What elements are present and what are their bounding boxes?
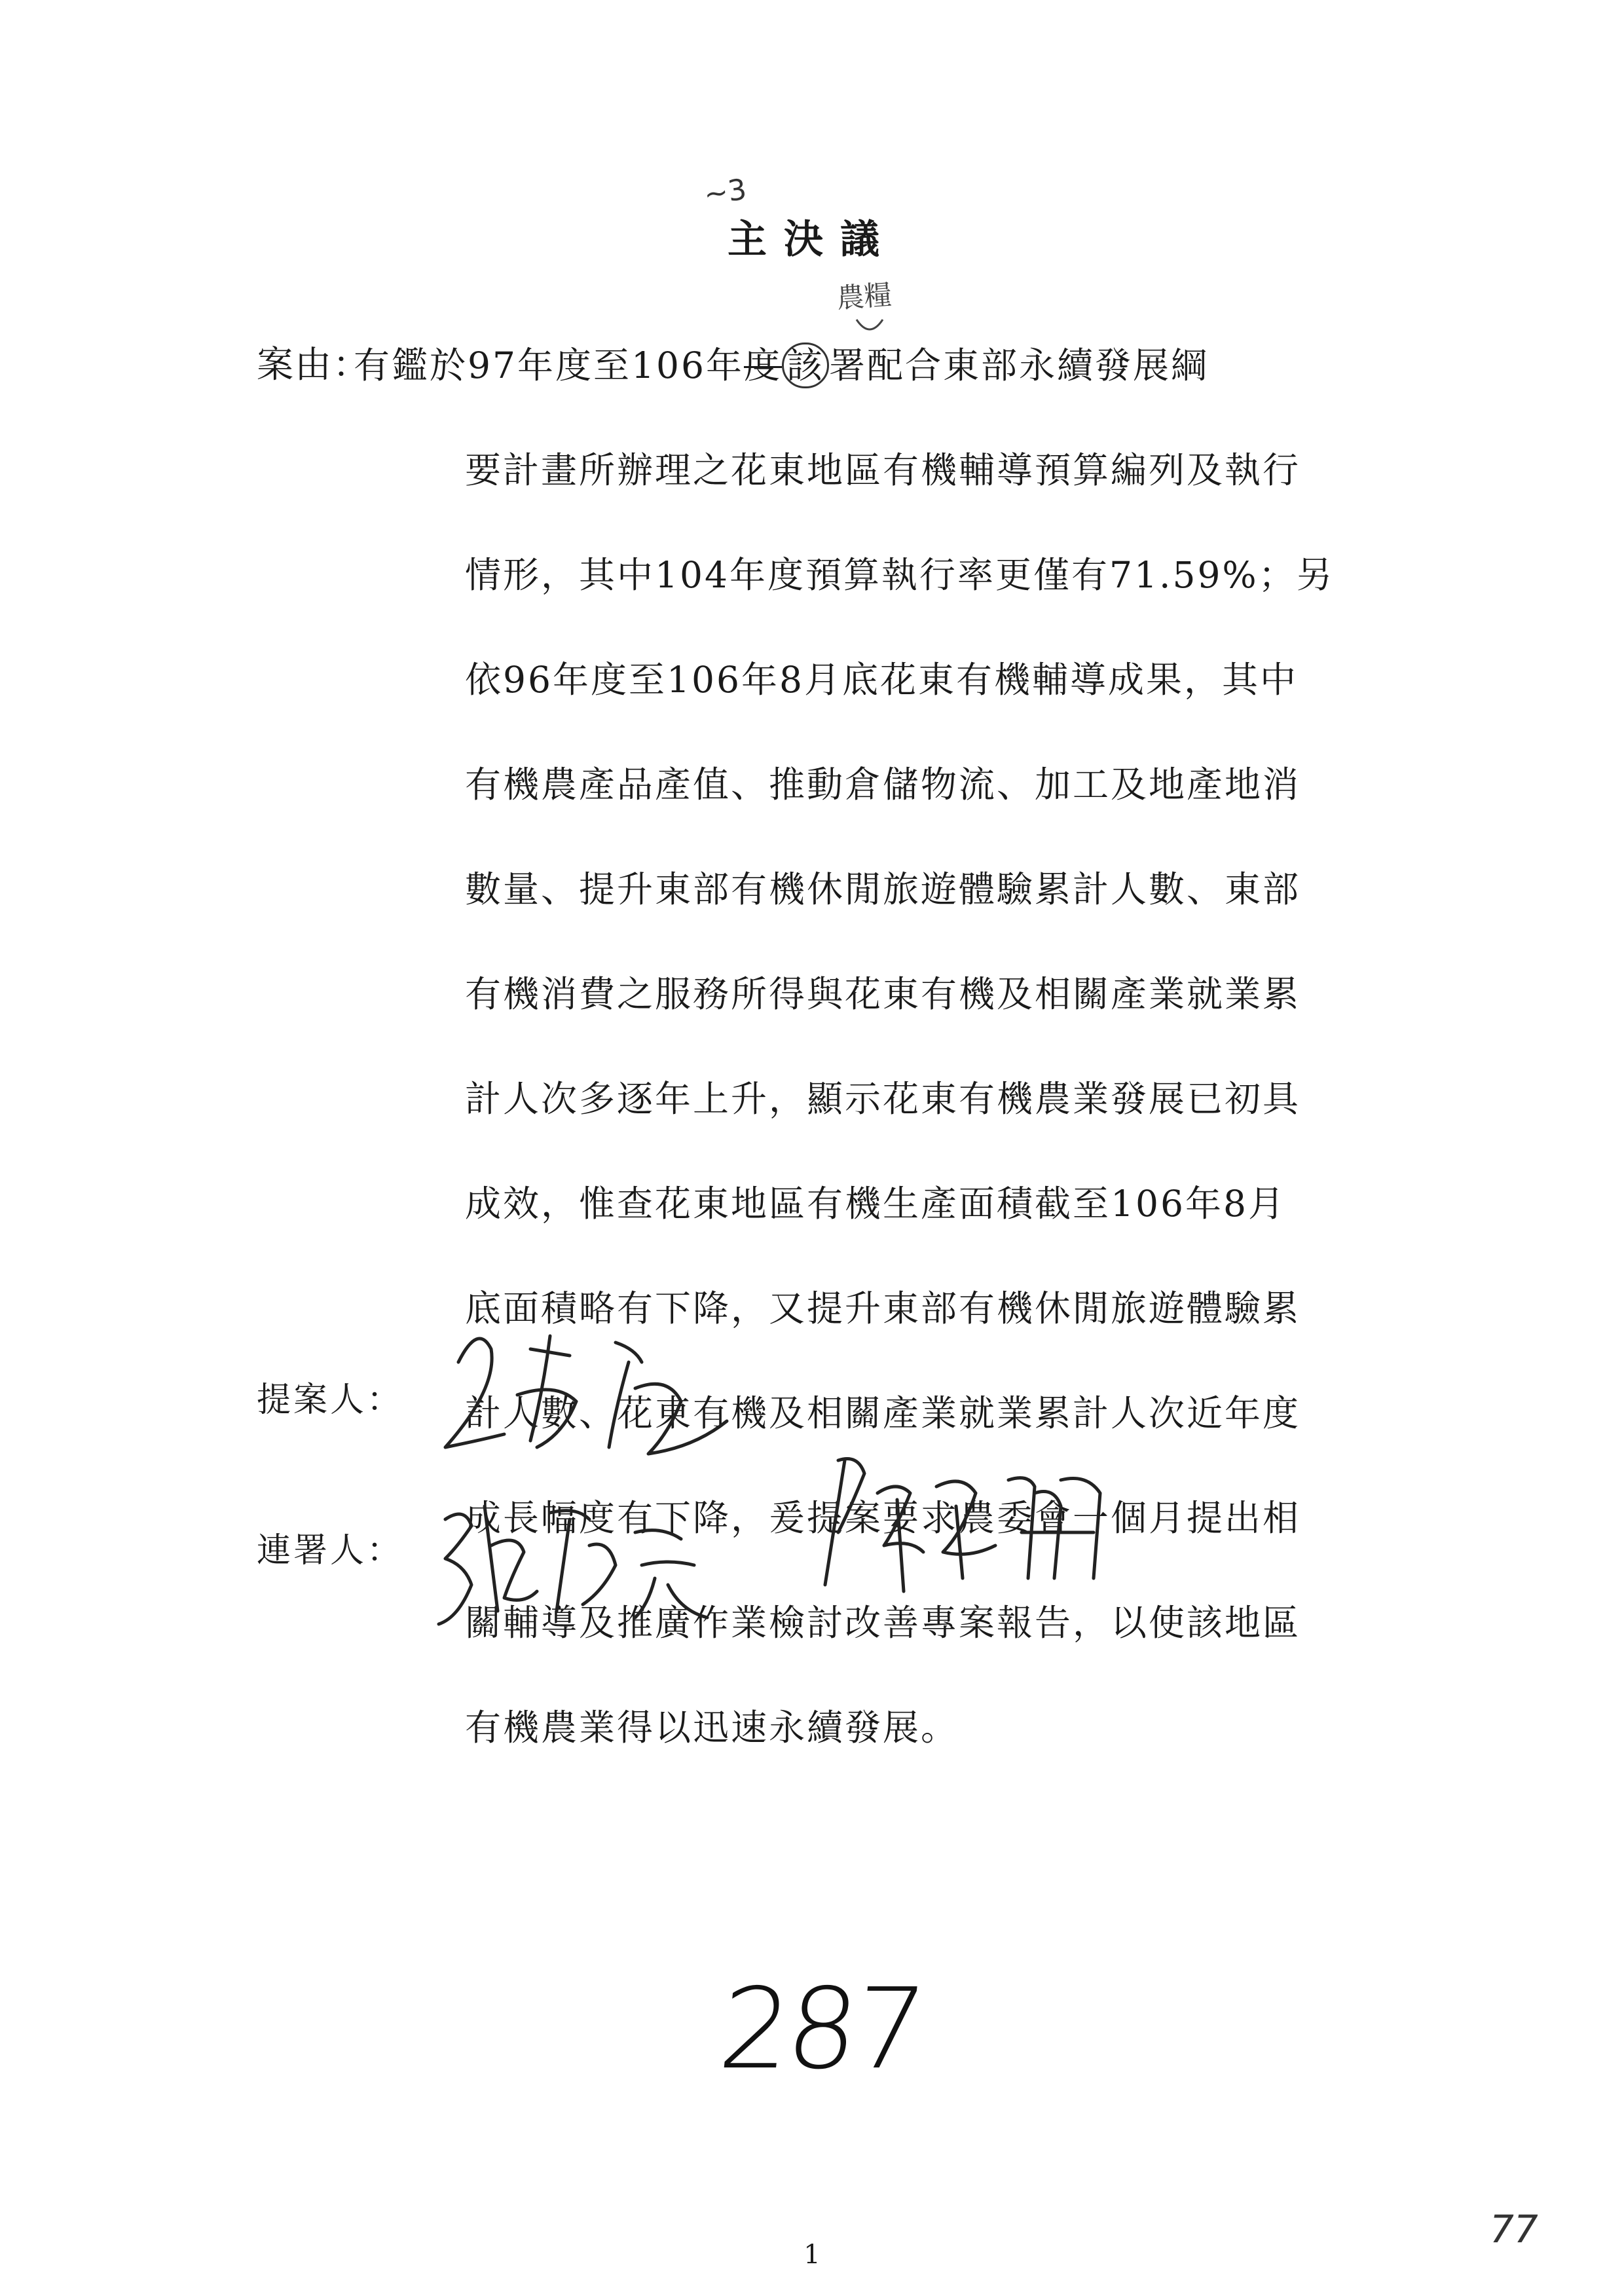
corner-handwritten-number: 77 xyxy=(1490,2207,1538,2251)
proposer-label: 提案人： xyxy=(257,1380,404,1420)
case-line-7: 有機消費之服務所得與花東有機及相關產業就業累 xyxy=(465,973,1301,1015)
cosigner-label: 連署人： xyxy=(257,1531,404,1570)
case-line-4: 依96年度至106年8月底花東有機輔導成果，其中 xyxy=(465,659,1298,701)
case-line-1-pre: 有鑑於97年度至106年 xyxy=(354,344,744,386)
case-line-2: 要計畫所辦理之花東地區有機輔導預算編列及執行 xyxy=(465,449,1301,491)
corner-annotation: ~3 xyxy=(701,172,749,212)
case-line-1 xyxy=(354,344,1362,387)
proposer-signature xyxy=(419,1310,786,1480)
case-line-1-post: 署配合東部永續發展綱 xyxy=(829,344,1209,386)
case-line-12: 成長幅度有下降，爰提案要求農委會一個月提出相 xyxy=(465,1497,1301,1539)
case-line-10: 底面積略有下降，又提升東部有機休閒旅遊體驗累 xyxy=(465,1287,1301,1329)
case-line-8: 計人次多逐年上升，顯示花東有機農業發展已初具 xyxy=(465,1078,1301,1120)
document-title: 主決議 xyxy=(728,217,896,263)
cosigner-signature-1 xyxy=(419,1467,760,1637)
struck-text: 度 xyxy=(743,344,782,386)
interlinear-insert-text: 農糧 xyxy=(836,278,893,315)
case-line-13: 關輔導及推廣作業檢討改善專案報告，以使該地區 xyxy=(465,1602,1301,1644)
footer-page-number: 1 xyxy=(803,2240,821,2270)
handwritten-insertion-mark xyxy=(830,274,935,346)
case-line-3: 情形，其中104年度預算執行率更僅有71.59%；另 xyxy=(465,554,1335,596)
handwritten-page-number: 287 xyxy=(713,1965,928,2094)
case-line-9: 成效，惟查花東地區有機生產面積截至106年8月 xyxy=(465,1183,1286,1225)
case-label: 案由： xyxy=(257,344,371,386)
case-line-14: 有機農業得以迅速永續發展。 xyxy=(465,1707,959,1749)
circled-text: 該 xyxy=(782,343,829,388)
cosigner-signature-2 xyxy=(799,1434,1139,1604)
case-line-5: 有機農產品產值、推動倉儲物流、加工及地產地消 xyxy=(465,764,1301,805)
interlinear-insertion xyxy=(830,274,935,346)
case-line-6: 數量、提升東部有機休閒旅遊體驗累計人數、東部 xyxy=(465,868,1301,910)
case-line-11: 計人數、花東有機及相關產業就業累計人次近年度 xyxy=(465,1392,1301,1434)
